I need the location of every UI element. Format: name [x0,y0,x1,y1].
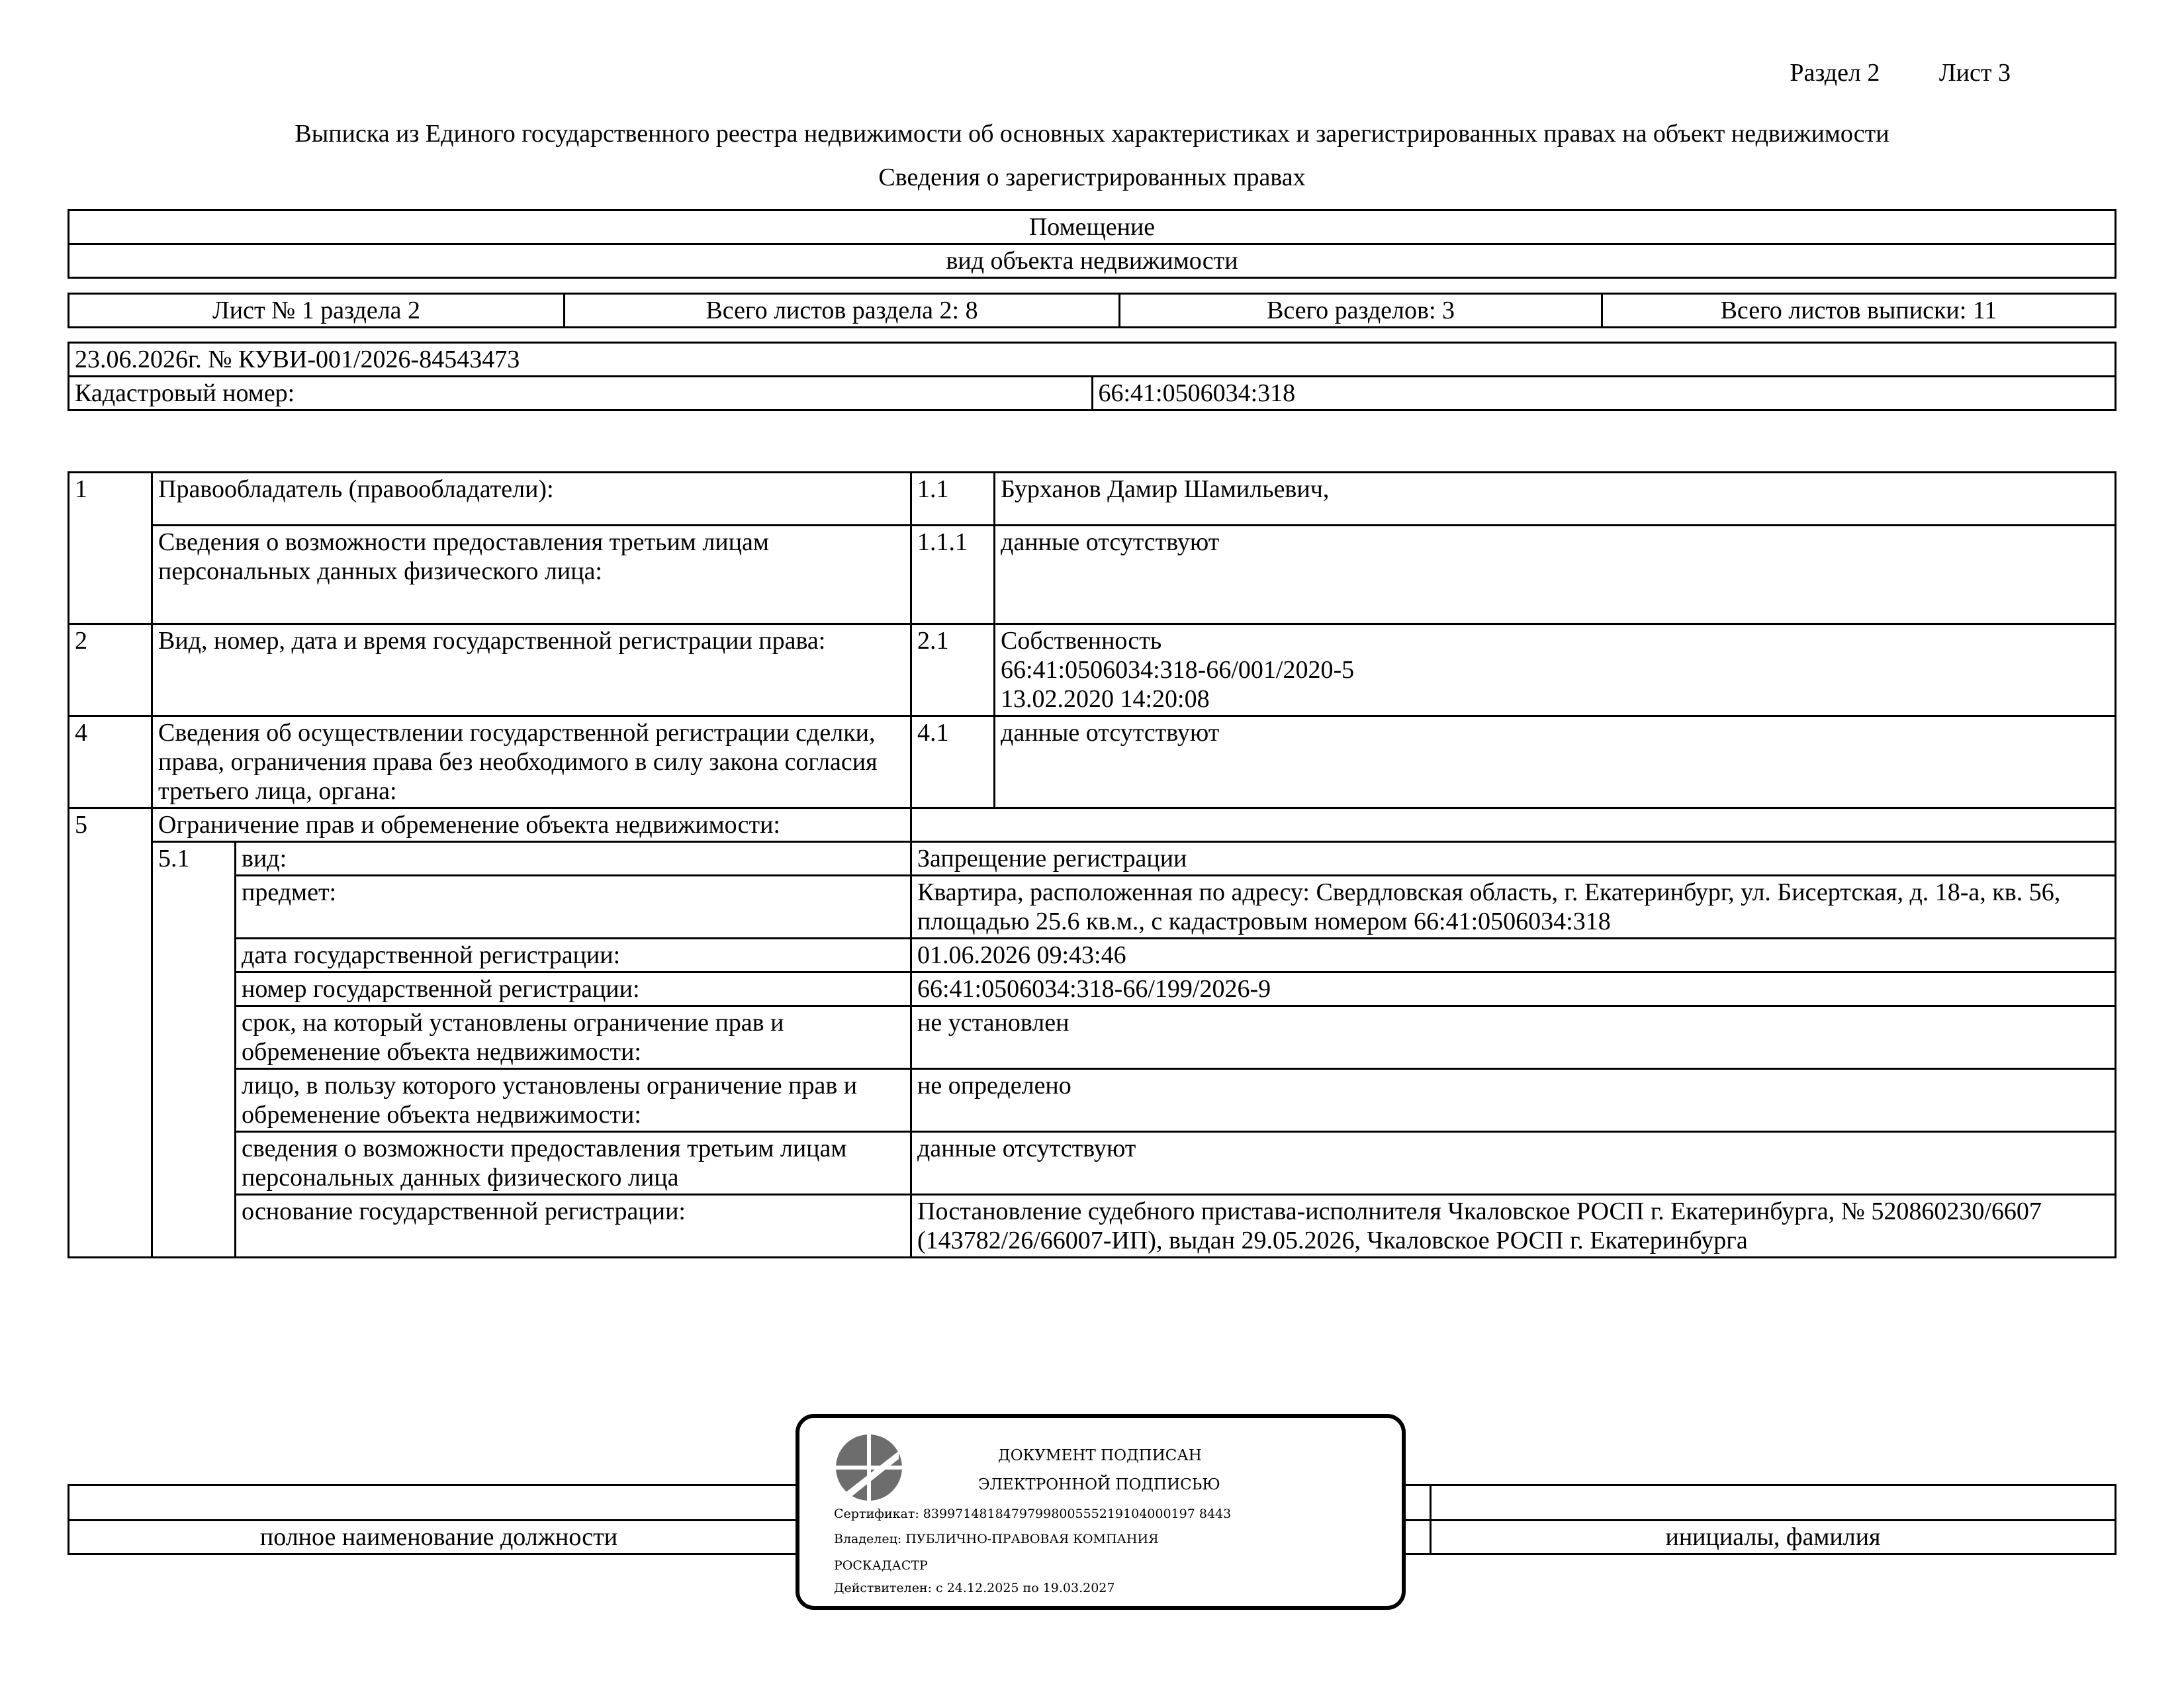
encumbrance-label: предмет: [236,876,911,939]
encumbrance-label: сведения о возможности предоставления третьим лицам персональных данных физического лица [236,1132,911,1195]
encumbrance-value: 01.06.2026 09:43:46 [911,939,2116,972]
document-subtitle: Сведения о зарегистрированных правах [878,164,1306,191]
encumbrance-label: вид: [236,842,911,876]
encumbrance-value: данные отсутствуют [911,1132,2116,1195]
rights-table [68,471,2116,1258]
row-value: данные отсутствуют [995,716,2116,808]
stamp-line2: ЭЛЕКТРОННОЙ ПОДПИСЬЮ [978,1476,1220,1493]
sub-row-number: 5.1 [152,842,236,1258]
encumbrance-value: Постановление судебного пристава-исполнителя Чкаловское РОСП г. Екатеринбурга, № 520860230/6607 (143782/26/66007-ИП), выдан 29.05.2026, Чкаловское РОСП г. Екатеринбурга [911,1195,2116,1258]
encumbrance-value: 66:41:0506034:318-66/199/2026-9 [911,972,2116,1006]
row-number: 5 [69,808,152,1258]
position-label: полное наименование должности [69,1521,809,1554]
stamp-line1: ДОКУМЕНТ ПОДПИСАН [998,1447,1202,1464]
table-row [69,716,2116,808]
stamp-owner-1: Владелец: ПУБЛИЧНО-ПРАВОВАЯ КОМПАНИЯ [834,1532,1159,1546]
encumbrance-value: не определено [911,1069,2116,1132]
stamp-certificate: Сертификат: 8399714818479799800555219104000197 8443 [834,1507,1232,1521]
row-label: Сведения об осуществлении государственной регистрации сделки, права, ограничения права без необходимого в силу закона согласия третьего лица, органа: [152,716,911,808]
row-value: данные отсутствуют [995,525,2116,624]
table-row [69,1195,2116,1258]
sheet-of-section: Лист № 1 раздела 2 [69,294,565,328]
digital-signature-stamp [796,1414,1406,1610]
table-row [69,1132,2116,1195]
extract-info-table [68,342,2116,411]
encumbrance-label: срок, на который установлены ограничение прав и обременение объекта недвижимости: [236,1006,911,1069]
cadastral-number: 66:41:0506034:318 [1092,377,2116,410]
name-label: инициалы, фамилия [1431,1521,2116,1554]
rosreestr-logo-icon [833,1431,905,1504]
table-row [69,525,2116,624]
stamp-owner-2: РОСКАДАСТР [834,1558,928,1573]
row-sub-number: 2.1 [911,624,995,716]
extract-date-number: 23.06.2026г. № КУВИ-001/2026-84543473 [69,343,2116,377]
encumbrance-label: основание государственной регистрации: [236,1195,911,1258]
object-type-table [68,209,2116,279]
table-row [69,1069,2116,1132]
row-value [995,624,2116,716]
row-sub-number: 1.1 [911,473,995,526]
encumbrance-value: Квартира, расположенная по адресу: Свердловская область, г. Екатеринбург, ул. Бисертская, д. 18-а, кв. 56, площадью 25.6 кв.м., с кадастровым номером 66:41:0506034:318 [911,876,2116,939]
row-label: Ограничение прав и обременение объекта недвижимости: [152,808,911,842]
total-sections: Всего разделов: 3 [1120,294,1602,328]
right-date: 13.02.2020 14:20:08 [1001,685,1210,713]
section-label: Раздел 2 [1790,59,1880,87]
row-number: 1 [69,473,152,624]
object-name: Помещение [69,211,2116,244]
row-sub-number: 4.1 [911,716,995,808]
table-row [69,972,2116,1006]
table-row [69,842,2116,876]
row-label: Вид, номер, дата и время государственной регистрации права: [152,624,911,716]
table-row [69,876,2116,939]
row-label: Правообладатель (правообладатели): [152,473,911,526]
sheet-label: Лист 3 [1938,59,2011,87]
row-number: 2 [69,624,152,716]
table-row [69,1006,2116,1069]
right-number: 66:41:0506034:318-66/001/2020-5 [1001,656,1355,684]
document-title: Выписка из Единого государственного реестра недвижимости об основных характеристиках и зарегистрированных правах на объект недвижимости [295,120,1889,148]
encumbrance-label: дата государственной регистрации: [236,939,911,972]
object-kind-label: вид объекта недвижимости [69,244,2116,278]
right-type: Собственность [1001,627,1162,655]
encumbrance-value: Запрещение регистрации [911,842,2116,876]
encumbrance-label: лицо, в пользу которого установлены ограничение прав и обременение объекта недвижимости: [236,1069,911,1132]
total-sheets-extract: Всего листов выписки: 11 [1602,294,2116,328]
stamp-validity: Действителен: с 24.12.2025 по 19.03.2027 [834,1581,1115,1595]
total-sheets-section: Всего листов раздела 2: 8 [565,294,1120,328]
table-row [69,473,2116,526]
table-row [69,624,2116,716]
table-row [69,939,2116,972]
page-header-right [1737,58,2011,87]
encumbrance-value: не установлен [911,1006,2116,1069]
sheets-info-table [68,293,2116,328]
row-label: Сведения о возможности предоставления третьим лицам персональных данных физического лица: [152,525,911,624]
owner-name: Бурханов Дамир Шамильевич, [995,473,2116,526]
encumbrance-label: номер государственной регистрации: [236,972,911,1006]
row-number: 4 [69,716,152,808]
cadastral-label: Кадастровый номер: [69,377,1093,410]
table-row [69,808,2116,842]
row-sub-number: 1.1.1 [911,525,995,624]
